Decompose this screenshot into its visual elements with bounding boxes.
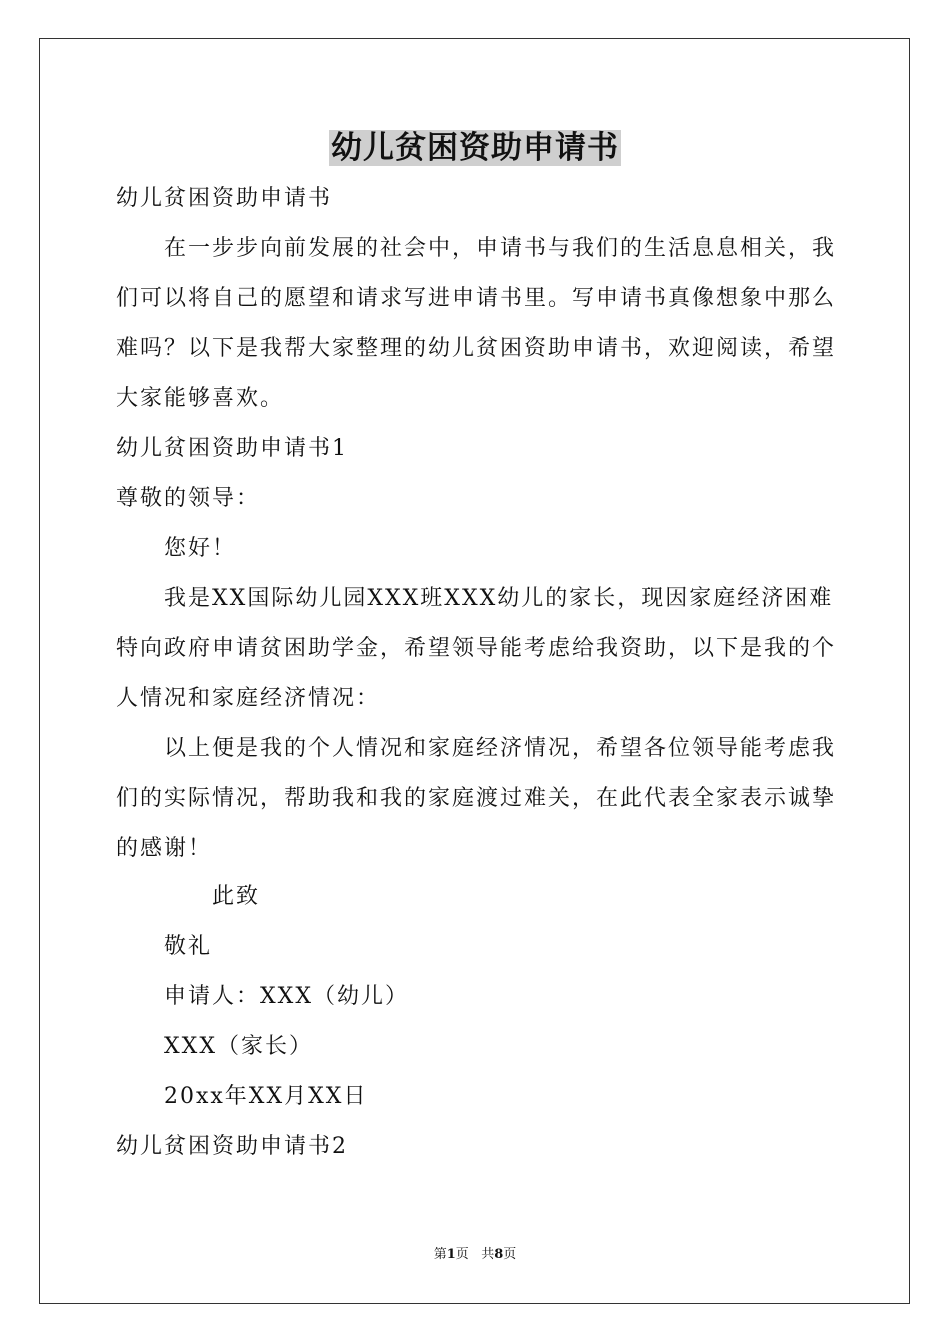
footer-page-total: 8 [494, 1247, 504, 1262]
footer-page-prefix: 第 [433, 1247, 447, 1262]
greeting: 您好！ [164, 536, 237, 561]
footer-total-prefix: 共 [481, 1247, 495, 1262]
parent-line: XXX（家长） [164, 1034, 313, 1059]
section-heading-1: 幼儿贫困资助申请书1 [116, 436, 348, 461]
footer-page-suffix: 页 [455, 1247, 469, 1262]
footer-page-current: 1 [446, 1247, 456, 1262]
applicant-line: 申请人：XXX（幼儿） [164, 984, 409, 1009]
page-footer [0, 1246, 950, 1264]
intro-paragraph: 在一步步向前发展的社会中，申请书与我们的生活息息相关，我们可以将自己的愿望和请求写进申请书里。写申请书真像想象中那么难吗？以下是我帮大家整理的幼儿贫困资助申请书，欢迎阅读，希望大家能够喜欢。 [116, 236, 837, 411]
subtitle: 幼儿贫困资助申请书 [116, 186, 333, 211]
closing-line-2: 敬礼 [164, 934, 213, 959]
title-text: 幼儿贫困资助申请书 [331, 130, 619, 166]
closing-line-1: 此致 [212, 884, 261, 909]
salutation: 尊敬的领导： [116, 486, 261, 511]
footer-total-suffix: 页 [503, 1247, 517, 1262]
document-title [0, 127, 950, 169]
date-line: 20xx年XX月XX日 [164, 1084, 368, 1109]
body-paragraph-2: 以上便是我的个人情况和家庭经济情况，希望各位领导能考虑我们的实际情况，帮助我和我的家庭渡过难关，在此代表全家表示诚挚的感谢！ [116, 736, 837, 861]
section-heading-2: 幼儿贫困资助申请书2 [116, 1134, 348, 1159]
body-paragraph-1: 我是XX国际幼儿园XXX班XXX幼儿的家长，现因家庭经济困难特向政府申请贫困助学金，希望领导能考虑给我资助，以下是我的个人情况和家庭经济情况： [116, 586, 837, 711]
